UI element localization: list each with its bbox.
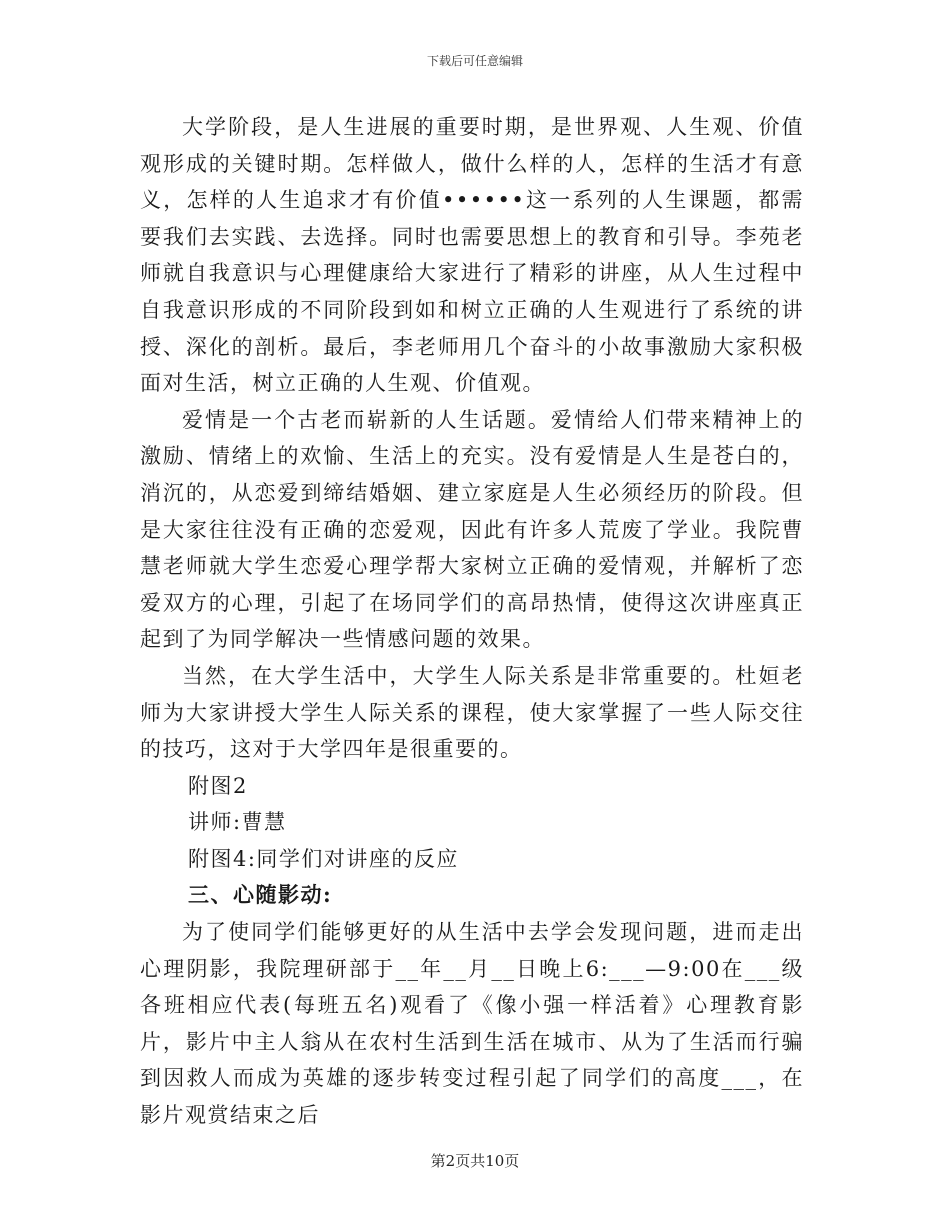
page-header-note: 下载后可任意编辑 xyxy=(426,54,523,68)
paragraph-movie: 为了使同学们能够更好的从生活中去学会发现问题，进而走出心理阴影，我院理研部于__年__月__日晚上6:___—9:00在___级各班相应代表(每班五名)观看了《像小强一样活着》心理教育影片，影片中主人翁从在农村生活到生活在城市、从为了生活而行骗到因救人而成为英雄的逐步转变过程引起了同学们的高度___，在影片观赏结束之后 xyxy=(140,920,804,1128)
paragraph-love: 爱情是一个古老而崭新的人生话题。爱情给人们带来精神上的激励、情绪上的欢愉、生活上的充实。没有爱情是人生是苍白的，消沉的，从恋爱到缔结婚姻、建立家庭是人生必须经历的阶段。但是大家往往没有正确的恋爱观，因此有许多人荒废了学业。我院曹慧老师就大学生恋爱心理学帮大家树立正确的爱情观，并解析了恋爱双方的心理，引起了在场同学们的高昂热情，使得这次讲座真正起到了为同学解决一些情感问题的效果。 xyxy=(140,407,804,652)
section-heading: 三、心随影动: xyxy=(188,882,333,908)
figure-caption-2: 附图2 xyxy=(188,773,248,798)
figure-caption-4: 附图4:同学们对讲座的反应 xyxy=(188,846,459,871)
paragraph-self-awareness: 大学阶段，是人生进展的重要时期，是世界观、人生观、价值观形成的关键时期。怎样做人，做什么样的人，怎样的生活才有意义，怎样的人生追求才有价值••••••这一系列的人生课题，都需要我们去实践、去选择。同时也需要思想上的教育和引导。李苑老师就自我意识与心理健康给大家进行了精彩的讲座，从人生过程中自我意识形成的不同阶段到如和树立正确的人生观进行了系统的讲授、深化的剖析。最后，李老师用几个奋斗的小故事激励大家积极面对生活，树立正确的人生观、价值观。 xyxy=(140,115,804,396)
page-number: 第2页共10页 xyxy=(430,1152,520,1170)
lecturer-caption: 讲师:曹慧 xyxy=(188,810,287,835)
document-body xyxy=(140,109,804,1134)
paragraph-relationships: 当然，在大学生活中，大学生人际关系是非常重要的。杜姮老师为大家讲授大学生人际关系的课程，使大家掌握了一些人际交往的技巧，这对于大学四年是很重要的。 xyxy=(140,663,804,762)
